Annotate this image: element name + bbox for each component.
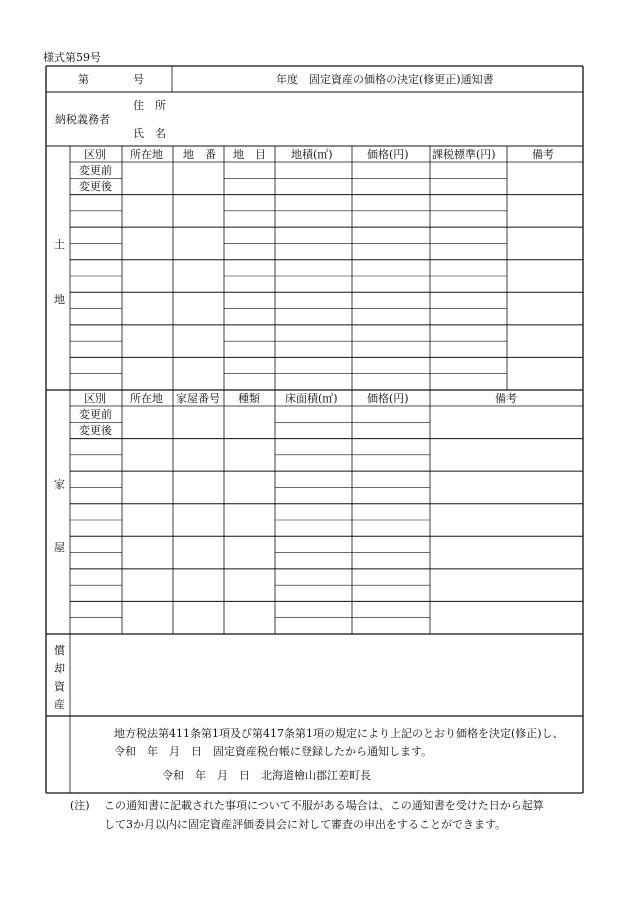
land-side-label-1: 土 <box>54 238 65 251</box>
land-col-kubetsu: 区別 <box>84 148 106 161</box>
house-col-remarks: 備考 <box>495 392 517 405</box>
depreciable-char-3: 資 <box>54 680 65 693</box>
taxpayer-name-label: 氏 名 <box>133 127 166 140</box>
land-col-land-category: 地 目 <box>233 148 266 161</box>
house-col-type: 種類 <box>238 392 260 405</box>
land-col-area: 地積(㎡) <box>291 148 333 161</box>
header-dai: 第 <box>78 73 89 86</box>
notice-line-3: 令和 年 月 日 北海道檜山郡江差町長 <box>162 769 371 782</box>
house-col-kubetsu: 区別 <box>84 392 106 405</box>
notice-line-2: 令和 年 月 日 固定資産税台帳に登録したから通知します。 <box>114 745 433 758</box>
depreciable-char-1: 償 <box>54 644 65 657</box>
land-col-lot-number: 地 番 <box>183 148 216 161</box>
notice-line-1: 地方税法第411条第1項及び第417条第1項の規定により上記のとおり価格を決定(修正)し、 <box>114 727 564 740</box>
land-col-remarks: 備考 <box>532 148 554 161</box>
depreciable-char-2: 却 <box>54 662 65 675</box>
taxpayer-address-label: 住 所 <box>133 99 166 112</box>
form-number: 様式第59号 <box>43 51 101 64</box>
land-row-before: 変更前 <box>79 164 112 177</box>
header-go: 号 <box>133 73 144 86</box>
land-col-location: 所在地 <box>130 148 163 161</box>
note-line-2: して3か月以内に固定資産評価委員会に対して審査の申出をすることができます。 <box>104 818 507 831</box>
notice-title: 年度 固定資産の価格の決定(修更正)通知書 <box>276 73 494 86</box>
house-col-floor-area: 床面積(㎡) <box>285 392 338 405</box>
land-col-tax-base: 課税標準(円) <box>432 148 496 161</box>
land-col-price: 価格(円) <box>367 148 409 161</box>
house-side-label-2: 屋 <box>54 541 65 554</box>
house-col-house-number: 家屋番号 <box>176 392 220 405</box>
depreciable-char-4: 産 <box>54 698 65 711</box>
land-row-after: 変更後 <box>79 180 112 193</box>
house-col-location: 所在地 <box>130 392 163 405</box>
house-row-before: 変更前 <box>79 408 112 421</box>
house-row-after: 変更後 <box>79 424 112 437</box>
note-line-1: この通知書に記載された事項について不服がある場合は、この通知書を受けた日から起算 <box>104 799 544 812</box>
house-col-price: 価格(円) <box>367 392 409 405</box>
land-side-label-2: 地 <box>54 293 65 306</box>
house-side-label-1: 家 <box>54 478 65 491</box>
taxpayer-label: 納税義務者 <box>55 113 110 126</box>
note-mark: (注) <box>70 799 90 812</box>
